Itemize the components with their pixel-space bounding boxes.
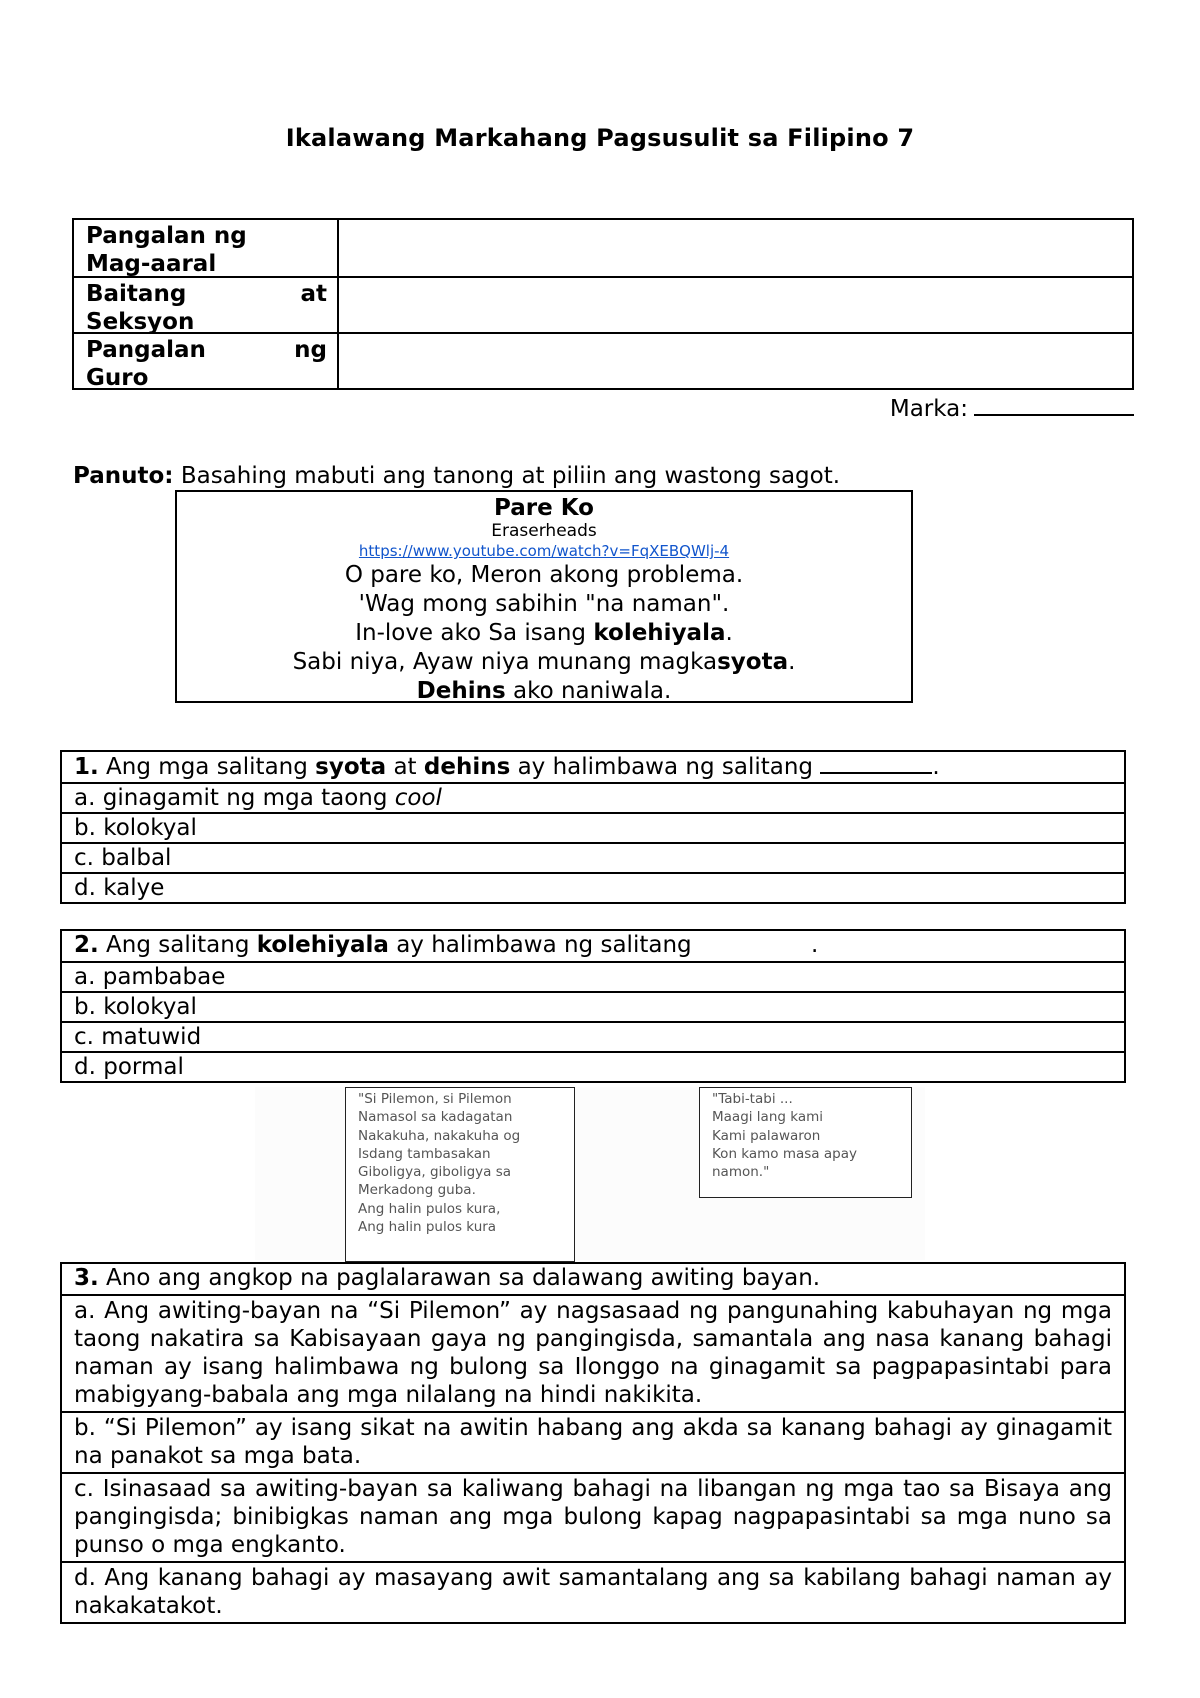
- choice-1a[interactable]: a. ginagamit ng mga taong cool: [62, 782, 1124, 812]
- info-row-student-name: [74, 220, 1132, 276]
- lyric-line: O pare ko, Meron akong problema.: [344, 562, 744, 588]
- choice-1d[interactable]: d. kalye: [62, 872, 1124, 902]
- page-title: Ikalawang Markahang Pagsusulit sa Filipino 7: [285, 124, 915, 152]
- choice-2d[interactable]: d. pormal: [62, 1051, 1124, 1081]
- instruction: [73, 462, 840, 490]
- label-text: Pangalan: [86, 337, 206, 363]
- choice-3d[interactable]: d. Ang kanang bahagi ay masayang awit samantalang ang sa kabilang bahagi naman ay nakakatakot.: [62, 1561, 1124, 1622]
- choice-3a[interactable]: a. Ang awiting-bayan na “Si Pilemon” ay nagsasaad ng pangunahing kabuhayan ng mga taong nakatira sa Kabisayaan gaya ng pangingisda, samantala ang nasa kanang bahagi naman ay isang halimbawa ng bulong sa Ilonggo na ginagamit sa pagpapasintabi para mabigyang-babala ang mga nilalang na hindi nakikita.: [62, 1294, 1124, 1411]
- choice-2b[interactable]: b. kolokyal: [62, 991, 1124, 1021]
- score-blank: [974, 392, 1134, 416]
- lyric-line: In-love ako Sa isang kolehiyala.: [355, 620, 733, 646]
- score-field: [890, 392, 1134, 423]
- label-text: Guro: [86, 365, 149, 391]
- choice-3b[interactable]: b. “Si Pilemon” ay isang sikat na awitin habang ang akda sa kanang bahagi ay ginagamit na panakot sa mga bata.: [62, 1411, 1124, 1472]
- question-2-table: [60, 929, 1126, 1083]
- question-1-stem: 1. Ang mga salitang syota at dehins ay halimbawa ng salitang .: [74, 754, 940, 780]
- choice-1b[interactable]: b. kolokyal: [62, 812, 1124, 842]
- label-text: ng: [294, 337, 327, 363]
- choice-1c[interactable]: c. balbal: [62, 842, 1124, 872]
- info-label-teacher-name: [74, 334, 339, 391]
- label-text: Mag-aaral: [86, 251, 217, 277]
- choice-2c[interactable]: c. matuwid: [62, 1021, 1124, 1051]
- question-1-table: [60, 750, 1126, 904]
- lyric-line: Sabi niya, Ayaw niya munang magkasyota.: [292, 649, 796, 675]
- song-link[interactable]: https://www.youtube.com/watch?v=FqXEBQWlj-4: [358, 542, 730, 560]
- folk-song-pilemon-box: "Si Pilemon, si Pilemon Namasol sa kadagatan Nakakuha, nakakuha og Isdang tambasakan Giboligya, giboligya sa Merkadong guba. Ang halin pulos kura, Ang halin pulos kura: [345, 1087, 575, 1262]
- info-label-grade-section: [74, 278, 339, 335]
- lyric-line: 'Wag mong sabihin "na naman".: [358, 591, 730, 617]
- label-text: at: [300, 281, 327, 307]
- answer-blank: [820, 752, 932, 774]
- question-3-table: [60, 1262, 1126, 1624]
- song-artist: Eraserheads: [491, 521, 597, 541]
- score-label: Marka:: [889, 396, 968, 422]
- info-label-student-name: [74, 220, 339, 276]
- song-title: Pare Ko: [494, 495, 594, 521]
- question-3-stem: 3. Ano ang angkop na paglalarawan sa dalawang awiting bayan.: [74, 1265, 821, 1291]
- folk-chant-tabi-tabi-box: "Tabi-tabi ... Maagi lang kami Kami palawaron Kon kamo masa apay namon.": [699, 1087, 912, 1198]
- info-row-grade-section: [74, 276, 1132, 335]
- label-text: Pangalan ng: [86, 223, 247, 249]
- lyric-line: Dehins ako naniwala.: [416, 678, 672, 704]
- label-text: Seksyon: [86, 309, 195, 335]
- song-excerpt-box: [175, 490, 913, 703]
- student-info-table: [72, 218, 1134, 390]
- instruction-text: Basahing mabuti ang tanong at piliin ang wastong sagot.: [173, 463, 841, 489]
- label-text: Baitang: [86, 281, 187, 307]
- choice-2a[interactable]: a. pambabae: [62, 961, 1124, 991]
- instruction-label: Panuto:: [73, 463, 174, 489]
- info-row-teacher-name: [74, 332, 1132, 391]
- choice-3c[interactable]: c. Isinasaad sa awiting-bayan sa kaliwang bahagi na libangan ng mga tao sa Bisaya ang pangingisda; binibigkas naman ang mga bulong kapag nagpapasintabi sa mga nuno sa punso o mga engkanto.: [62, 1472, 1124, 1561]
- question-2-stem: 2. Ang salitang kolehiyala ay halimbawa ng salitang .: [74, 932, 819, 958]
